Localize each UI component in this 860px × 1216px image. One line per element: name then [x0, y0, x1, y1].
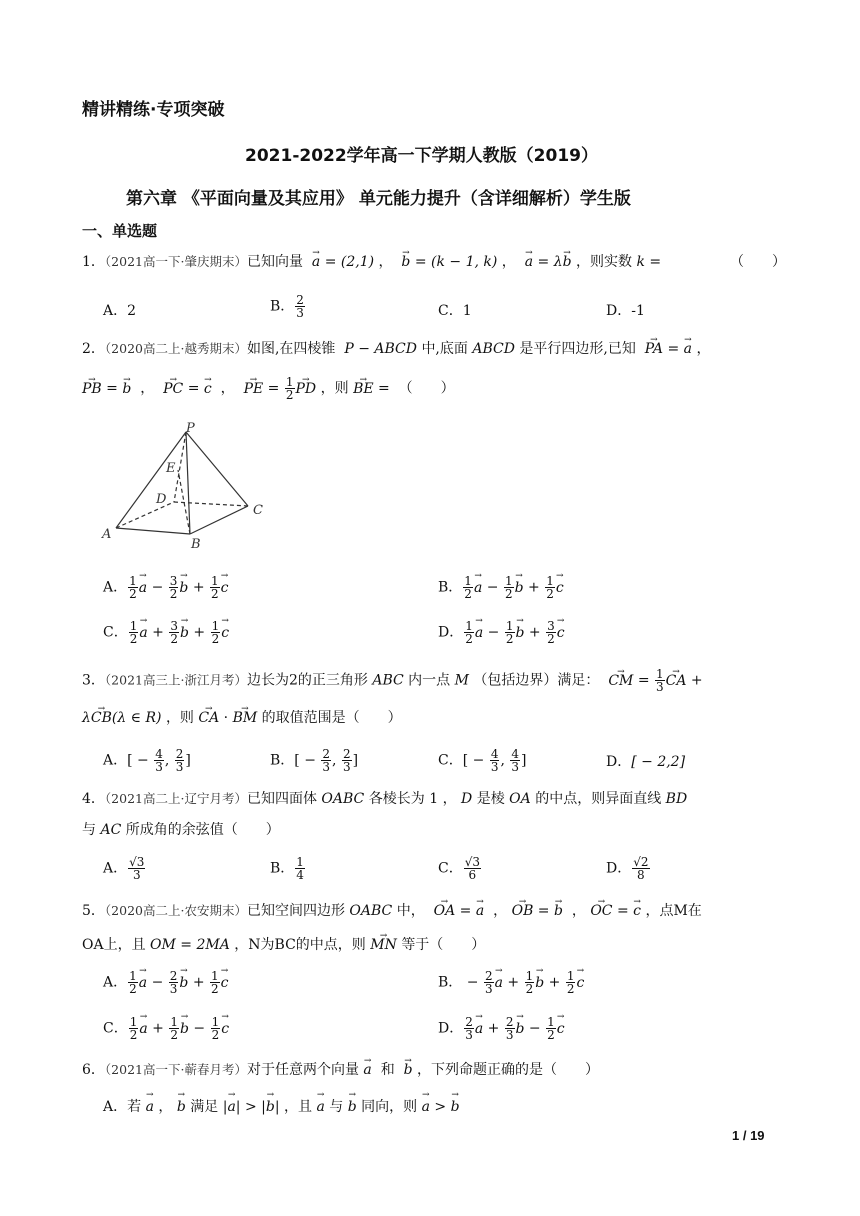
- page-number: 1 / 19: [732, 1128, 765, 1143]
- question-stem: ，下列命题正确的是（ ）: [417, 1062, 600, 1078]
- doc-title: 2021-2022学年高一下学期人教版（2019）: [245, 146, 598, 166]
- question-number: 6．: [82, 1062, 105, 1078]
- question-stem: ，则: [165, 710, 194, 726]
- question-stem: 是平行四边形,已知: [519, 341, 636, 357]
- vector-CA: → CA: [666, 671, 687, 691]
- option-a: A． $\frac{√3}{3}$: [103, 855, 145, 882]
- question-stem: 已知四面体: [246, 791, 317, 807]
- vector-PA: → PA: [645, 339, 663, 359]
- series-title: 精讲精练·专项突破: [82, 100, 225, 120]
- option-d: D． $\frac{1}{2}$ → a − $\frac{1}{2}$ → b + $\frac{3}{2}$ → c: [438, 620, 565, 645]
- question-source: （2020高二上·农安期末）: [104, 903, 247, 918]
- label-C: C: [253, 503, 263, 518]
- question-stem: ，: [442, 791, 457, 807]
- option-b: B． − $\frac{2}{3}$ → a + $\frac{1}{2}$ → b + $\frac{1}{2}$ → c: [438, 970, 584, 995]
- question-stem: 中,底面: [421, 341, 468, 357]
- label-D: D: [156, 492, 167, 507]
- relation: = λ: [537, 254, 563, 270]
- question-number: 3．: [82, 672, 105, 689]
- question-source: （2021高一下·肇庆期末）: [104, 254, 247, 269]
- option-d: D． $\frac{2}{3}$ → a + $\frac{2}{3}$ → b − $\frac{1}{2}$ → c: [438, 1016, 565, 1041]
- vector-a: → a: [684, 339, 692, 359]
- label-E: E: [166, 461, 176, 476]
- question-stem: 如图,在四棱锥: [246, 341, 336, 357]
- question-paren: （ ）: [730, 254, 786, 270]
- vector-PE: → PE: [244, 379, 264, 399]
- question-number: 2．: [82, 341, 105, 357]
- question-5: 5．（2020高二上·农安期末）已知空间四边形 OABC 中， → OA = → a ， → OB = → b ， → OC = → c ，点M在: [82, 901, 702, 921]
- option-c: C． $\frac{√3}{6}$: [438, 855, 480, 882]
- question-stem: 已知空间四边形: [246, 903, 345, 919]
- question-6: 6．（2021高一下·蕲春月考）对于任意两个向量 → a 和 → b ，下列命题正确的是（ ）: [82, 1060, 599, 1080]
- question-stem: ，点M在: [645, 903, 702, 919]
- option-c: C． $\frac{1}{2}$ → a + $\frac{1}{2}$ → b − $\frac{1}{2}$ → c: [103, 1016, 229, 1041]
- k-equals: k =: [636, 254, 662, 270]
- question-stem: 与: [82, 822, 96, 838]
- point-D: D: [461, 791, 473, 807]
- option-b: B． $\frac{1}{4}$: [270, 855, 304, 882]
- doc-subtitle: 第六章 《平面向量及其应用》 单元能力提升（含详细解析）学生版: [126, 189, 631, 209]
- option-c: C． $\frac{1}{2}$ → a + $\frac{3}{2}$ → b + $\frac{1}{2}$ → c: [103, 620, 229, 645]
- question-stem: 是棱: [476, 791, 505, 807]
- line-AC: AC: [100, 822, 122, 838]
- option-d: D．[ − 2,2]: [606, 754, 686, 770]
- question-3-line2: λ→ CB(λ ∈ R) ，则 → CA · → BM 的取值范围是（ ）: [82, 708, 402, 728]
- question-stem: 中，: [396, 903, 425, 919]
- question-4-line2: [82, 820, 280, 840]
- vector-b: → b: [401, 252, 410, 272]
- question-number: 5．: [82, 903, 105, 919]
- vector-CM: → CM: [608, 671, 633, 691]
- triangle-name: ABC: [372, 672, 404, 689]
- option-a: A． $\frac{1}{2}$ → a − $\frac{3}{2}$ → b + $\frac{1}{2}$ → c: [103, 575, 229, 600]
- base-name: ABCD: [472, 341, 515, 357]
- vector-a-value: = (2,1): [324, 254, 375, 270]
- vector-PB: → PB: [82, 379, 102, 399]
- vector-b-value: = (k − 1, k): [414, 254, 498, 270]
- option-a: A．若 → a ， → b 满足 |→ a| > |→ b| ，且 → a 与 → b 同向，则 → a > → b: [103, 1096, 460, 1116]
- vector-OC: → OC: [590, 901, 612, 921]
- line-BD: BD: [665, 791, 688, 807]
- option-b: B． $\frac{2}{3}$: [270, 293, 304, 320]
- question-paren: （ ）: [398, 380, 455, 397]
- point-name: M: [454, 672, 469, 689]
- quad-name: OABC: [349, 903, 393, 919]
- vector-BM: → BM: [233, 708, 258, 728]
- condition: OM = 2MA: [150, 937, 230, 953]
- label-P: P: [186, 421, 195, 436]
- question-1: 1．（2021高一下·肇庆期末）已知向量 → a = (2,1) ， → b = (k − 1, k) ， → a = λ→ b ，则实数 k =: [82, 252, 661, 272]
- question-number: 1．: [82, 254, 105, 270]
- question-stem: 所成角的余弦值（ ）: [125, 822, 280, 838]
- question-tail: ，则实数: [576, 254, 633, 270]
- question-stem: 和: [380, 1062, 395, 1078]
- question-4: [82, 789, 687, 809]
- edge-OA: OA: [509, 791, 531, 807]
- question-5-line2: [82, 935, 485, 955]
- option-b: B．[ − $\frac{2}{3}$ , $\frac{2}{3}$ ]: [270, 747, 359, 774]
- label-B: B: [191, 537, 201, 550]
- section-heading: 一、单选题: [82, 222, 158, 240]
- question-stem: 的中点，则异面直线: [535, 791, 662, 807]
- question-stem: 边长为2的正三角形: [246, 672, 368, 689]
- option-c: C．[ − $\frac{4}{3}$ , $\frac{4}{3}$ ]: [438, 747, 527, 774]
- vector-PC: → PC: [163, 379, 183, 399]
- question-source: （2020高二上·越秀期末）: [104, 341, 247, 356]
- question-2-line2: → PB = → b ， → PC = → c ， → PE = $\frac{1}{2}$ → PD ，则 → BE = （ ）: [82, 376, 455, 401]
- pyramid-figure: [98, 420, 278, 550]
- vector-OA: → OA: [434, 901, 456, 921]
- pyramid-name: P − ABCD: [344, 341, 417, 357]
- vector-BE: → BE: [353, 379, 374, 399]
- option-d: D． $\frac{√2}{8}$: [606, 855, 649, 882]
- option-b: B． $\frac{1}{2}$ → a − $\frac{1}{2}$ → b + $\frac{1}{2}$ → c: [438, 575, 564, 600]
- vector-b: → b: [563, 252, 572, 272]
- vector-PD: → PD: [296, 379, 317, 399]
- option-c: C．1: [438, 303, 472, 319]
- edge-length: 1: [429, 791, 439, 807]
- vector-CB: → CB: [91, 708, 112, 728]
- question-stem: 对于任意两个向量: [246, 1062, 359, 1078]
- question-stem: 各棱长为: [368, 791, 425, 807]
- vector-a: → a: [525, 252, 533, 272]
- question-stem: ，则: [320, 380, 349, 397]
- option-a: A．[ − $\frac{4}{3}$ , $\frac{2}{3}$ ]: [103, 747, 191, 774]
- vector-b: → b: [122, 379, 131, 399]
- question-source: （2021高三上·浙江月考）: [104, 672, 247, 688]
- question-stem: 的取值范围是（ ）: [261, 710, 402, 726]
- question-stem: OA上，且: [82, 937, 146, 953]
- label-A: A: [102, 527, 112, 542]
- vector-c: → c: [204, 379, 212, 399]
- vector-MN: → MN: [370, 935, 397, 955]
- question-stem: ，N为BC的中点，则: [234, 937, 366, 953]
- question-3: 3．（2021高三上·浙江月考）边长为2的正三角形 ABC 内一点 M （包括边界）满足： → CM = $\frac{1}{3}$ → CA +: [82, 668, 703, 693]
- vector-CA: → CA: [198, 708, 219, 728]
- vector-a: → a: [312, 252, 320, 272]
- option-d: D．-1: [606, 303, 645, 319]
- question-2: 2．（2020高二上·越秀期末）如图,在四棱锥 P − ABCD 中,底面 ABCD 是平行四边形,已知 → PA = → a ，: [82, 339, 710, 359]
- question-stem: 已知向量: [246, 254, 303, 270]
- option-a: A． $\frac{1}{2}$ → a − $\frac{2}{3}$ → b + $\frac{1}{2}$ → c: [103, 970, 229, 995]
- question-source: （2021高二上·辽宁月考）: [104, 791, 247, 806]
- question-number: 4．: [82, 791, 105, 807]
- question-source: （2021高一下·蕲春月考）: [104, 1062, 247, 1077]
- vector-OB: → OB: [512, 901, 534, 921]
- question-stem: （包括边界）满足：: [473, 672, 600, 689]
- tetrahedron-name: OABC: [321, 791, 365, 807]
- question-stem: 等于（ ）: [401, 937, 486, 953]
- question-stem: 内一点: [408, 672, 451, 689]
- option-a: A．2: [103, 303, 137, 319]
